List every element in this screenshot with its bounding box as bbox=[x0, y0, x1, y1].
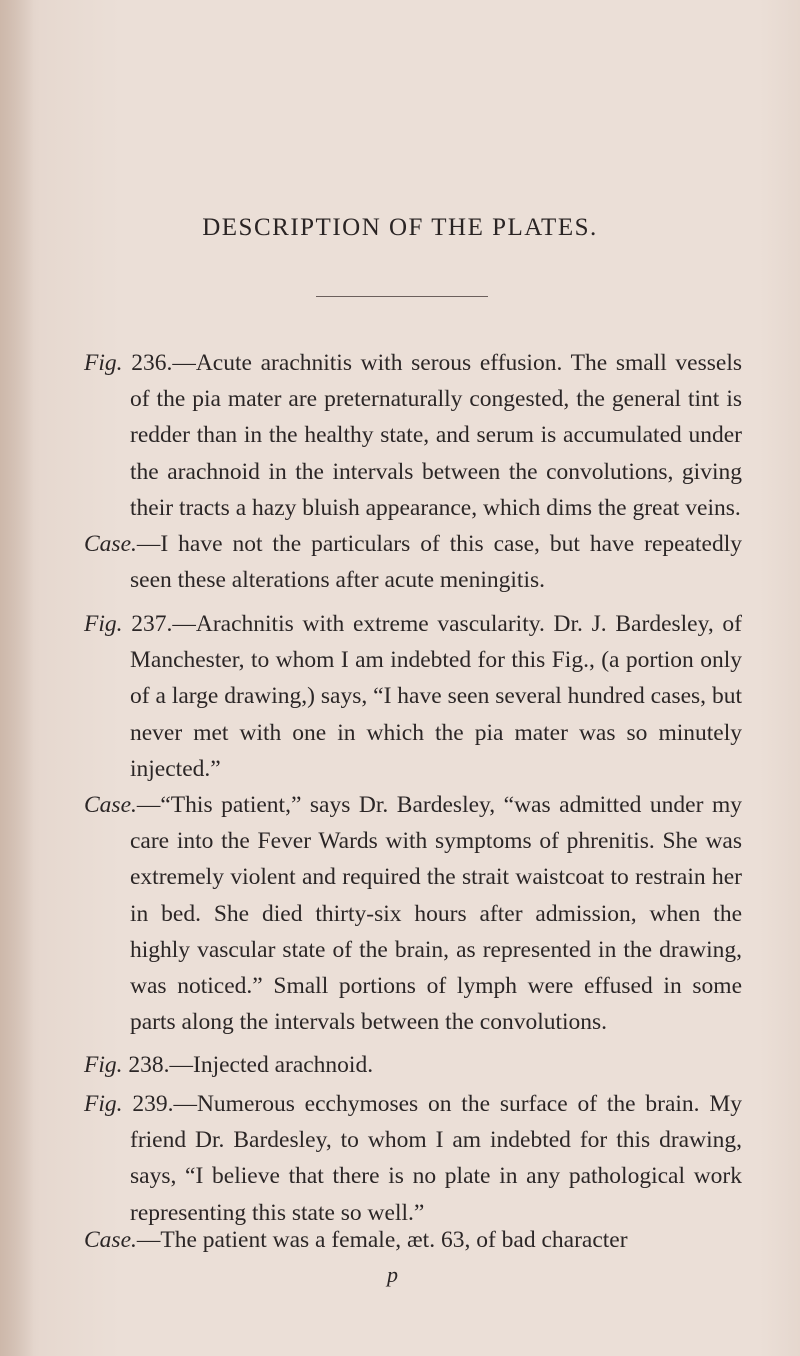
title-rule bbox=[316, 296, 488, 297]
entry-text: 237.—Arachnitis with extreme vascularity. Dr. J. Bardesley, of Manchester, to whom I am indebted for this Fig., (a portion only of a large drawing,) says, “I have seen several hundred cases, but never met with one in which the pia mater was so minutely injected.” bbox=[122, 611, 742, 782]
entry-fig-239 bbox=[84, 1086, 742, 1231]
entry-text: —The patient was a female, æt. 63, of bad character bbox=[136, 1227, 628, 1253]
entry-lead: Fig. bbox=[84, 1052, 123, 1078]
entry-lead: Case. bbox=[84, 531, 137, 557]
entry-lead: Fig. bbox=[84, 611, 123, 637]
page-title: DESCRIPTION OF THE PLATES. bbox=[202, 214, 598, 241]
page-edge-stain bbox=[0, 0, 34, 1356]
entry-lead: Case. bbox=[84, 792, 137, 818]
signature-mark: p bbox=[387, 1262, 398, 1287]
entry-text: 238.—Injected arachnoid. bbox=[122, 1052, 374, 1078]
entry-fig-238 bbox=[84, 1047, 742, 1083]
entry-text: —“This patient,” says Dr. Bardesley, “was admitted under my care into the Fever Wards with symptoms of phrenitis. She was extremely violent and required the strait waistcoat to restrain her in bed. She died thirty-six hours after admission, when the highly vascular state of the brain, as represented in the drawing, was noticed.” Small portions of lymph were effused in some parts along the intervals between the convolutions. bbox=[130, 792, 742, 1036]
entry-case-236 bbox=[84, 526, 742, 598]
entry-case-237 bbox=[84, 787, 742, 1040]
entry-case-239 bbox=[84, 1222, 742, 1258]
entry-lead: Case. bbox=[84, 1227, 137, 1253]
entry-text: 236.—Acute arachnitis with serous effusion. The small vessels of the pia mater are preternaturally congested, the general tint is redder than in the healthy state, and serum is accumulated under the arachnoid in the intervals between the convolutions, giving their tracts a hazy bluish appearance, which dims the great veins. bbox=[122, 350, 742, 521]
entry-fig-236 bbox=[84, 345, 742, 526]
entry-fig-237 bbox=[84, 606, 742, 787]
entry-text: 239.—Numerous ecchymoses on the surface of the brain. My friend Dr. Bardesley, to whom I am indebted for this drawing, says, “I believe that there is no plate in any pathological work representing this state so well.” bbox=[122, 1091, 742, 1226]
entry-text: —I have not the particulars of this case, but have repeatedly seen these alterations after acute meningitis. bbox=[130, 531, 742, 594]
entry-lead: Fig. bbox=[84, 350, 123, 376]
entry-lead: Fig. bbox=[84, 1091, 123, 1117]
